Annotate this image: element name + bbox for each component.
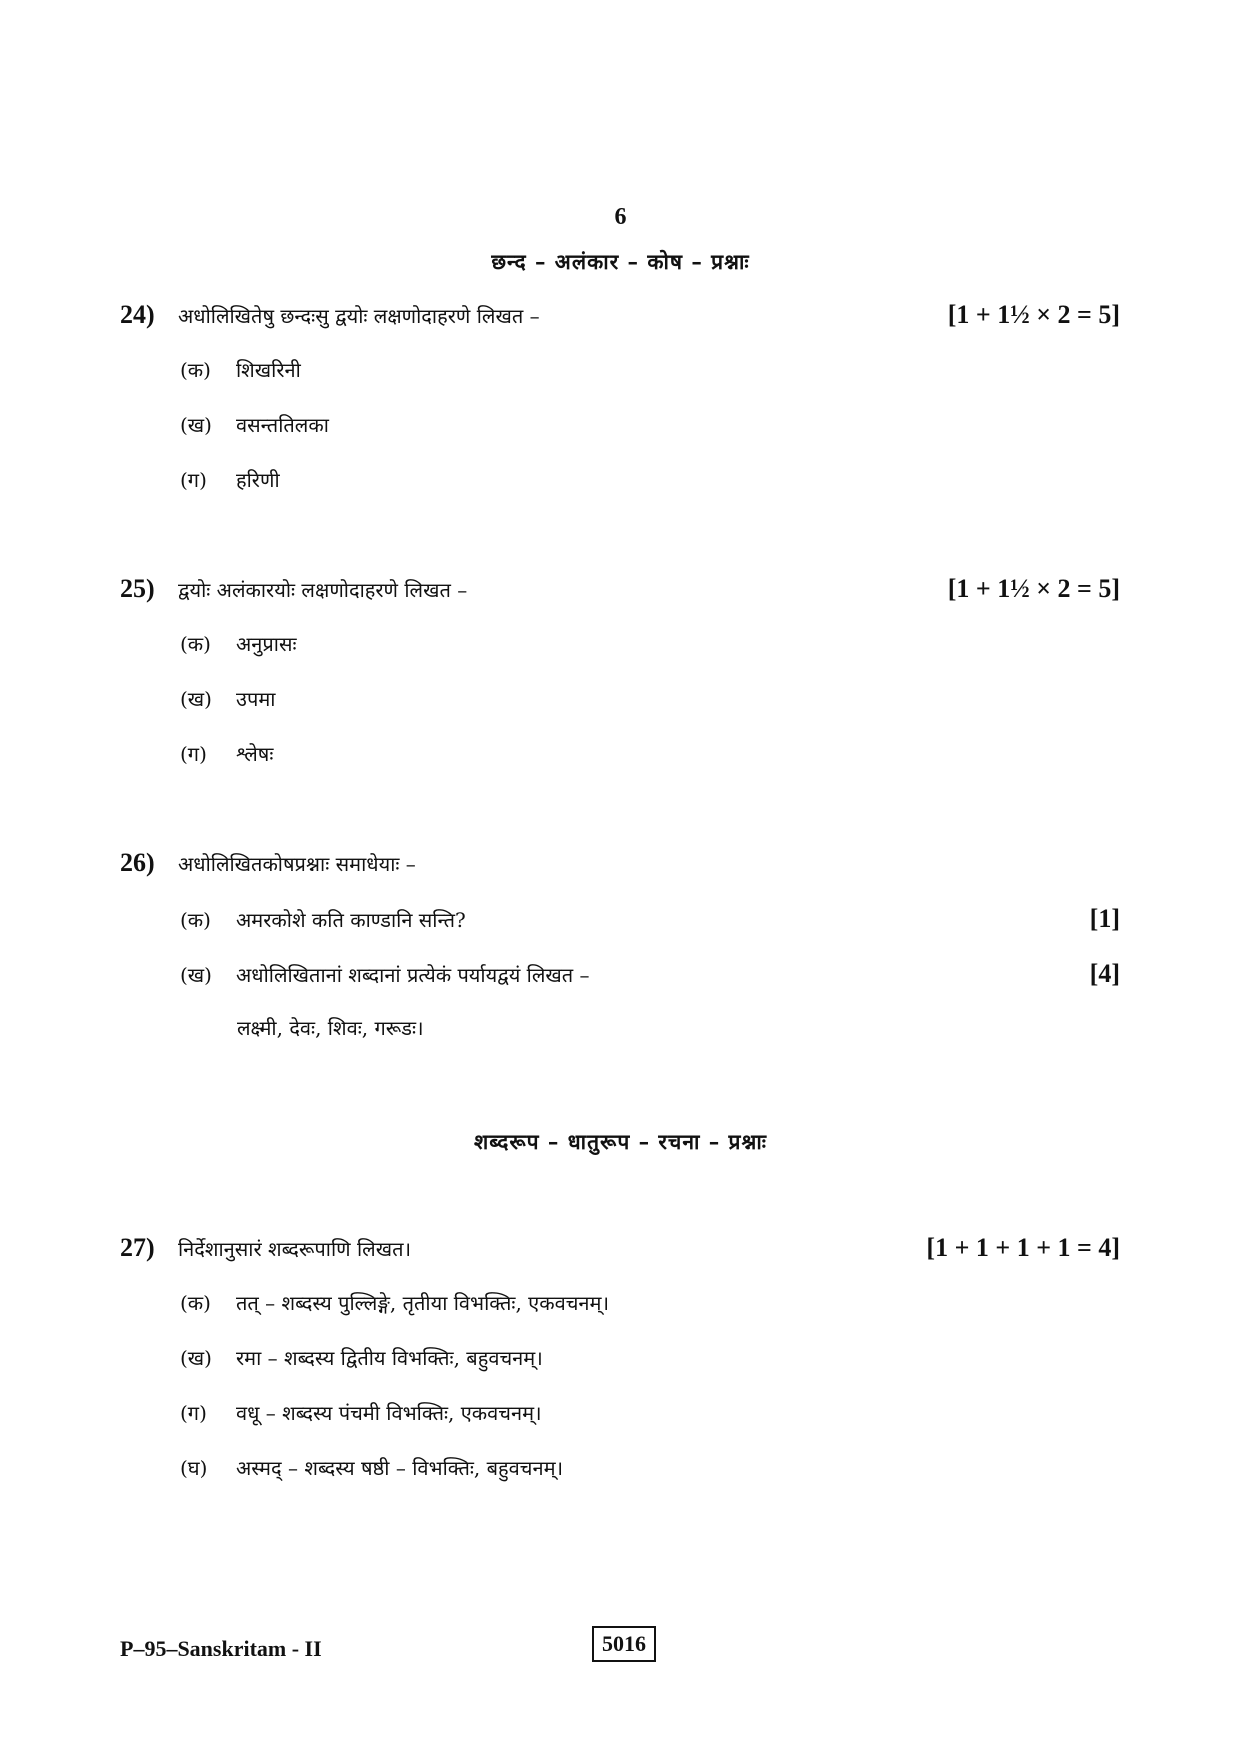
question-26 (120, 848, 1120, 878)
option-text: अधोलिखितानां शब्दानां प्रत्येकं पर्यायद्वयं लिखत – (236, 963, 590, 987)
option-label: (ख) (180, 963, 212, 987)
option-marks: [1] (1089, 904, 1120, 933)
option-label: (ख) (180, 1346, 212, 1370)
question-text: द्वयोः अलंकारयोः लक्षणोदाहरणे लिखत – (178, 578, 468, 602)
option-item (180, 740, 1120, 767)
option-marks: [4] (1089, 959, 1120, 988)
question-text: अधोलिखितेषु छन्दःसु द्वयोः लक्षणोदाहरणे लिखत – (178, 304, 540, 328)
question-number: 27) (120, 1233, 155, 1262)
page-number: 6 (614, 204, 627, 230)
question-27 (120, 1233, 1120, 1263)
question-text: अधोलिखितकोषप्रश्नाः समाधेयाः – (178, 852, 416, 876)
option-item (180, 411, 1120, 438)
option-item (180, 1289, 1120, 1316)
option-item (180, 1454, 1120, 1481)
option-label: (क) (180, 1291, 211, 1315)
option-text: हरिणी (236, 468, 280, 492)
option-item (180, 1399, 1120, 1426)
option-text: अनुप्रासः (236, 632, 297, 656)
option-item (180, 904, 1120, 934)
word-list: लक्ष्मी, देवः, शिवः, गरूडः। (237, 1016, 424, 1040)
section-heading-shabdarupa: शब्दरूप – धातुरूप – रचना – प्रश्नाः (473, 1129, 768, 1154)
question-marks: [1 + 1 + 1 + 1 = 4] (926, 1233, 1120, 1262)
option-text: वधू – शब्दस्य पंचमी विभक्तिः, एकवचनम्। (236, 1401, 542, 1425)
option-item (180, 356, 1120, 383)
option-label: (क) (180, 358, 211, 382)
question-marks: [1 + 1½ × 2 = 5] (947, 300, 1120, 329)
option-label: (ख) (180, 687, 212, 711)
option-item (180, 1344, 1120, 1371)
question-number: 26) (120, 848, 155, 877)
question-text: निर्देशानुसारं शब्दरूपाणि लिखत। (178, 1237, 412, 1261)
option-label: (ग) (180, 1401, 207, 1425)
option-text: अमरकोशे कति काण्डानि सन्ति? (236, 908, 466, 932)
option-text: तत् – शब्दस्य पुल्लिङ्गे, तृतीया विभक्तिः, एकवचनम्। (236, 1291, 610, 1315)
option-text: उपमा (236, 687, 276, 711)
option-label: (क) (180, 632, 211, 656)
question-25 (120, 574, 1120, 604)
question-24 (120, 300, 1120, 330)
option-item (180, 685, 1120, 712)
option-text: वसन्ततिलका (236, 413, 329, 437)
option-item (180, 466, 1120, 493)
question-marks: [1 + 1½ × 2 = 5] (947, 574, 1120, 603)
option-label: (घ) (180, 1456, 208, 1480)
section-heading-chhanda: छन्द – अलंकार – कोष – प्रश्नाः (491, 249, 750, 274)
question-number: 24) (120, 300, 155, 329)
question-number: 25) (120, 574, 155, 603)
option-item (180, 959, 1120, 989)
option-text: अस्मद् – शब्दस्य षष्ठी – विभक्तिः, बहुवचनम्। (236, 1456, 564, 1480)
option-text: रमा – शब्दस्य द्वितीय विभक्तिः, बहुवचनम्। (236, 1346, 543, 1370)
option-text: शिखरिनी (236, 358, 301, 382)
footer-paper-code: P–95–Sanskritam - II (120, 1636, 322, 1661)
footer-box-number: 5016 (592, 1626, 656, 1662)
option-label: (ख) (180, 413, 212, 437)
option-label: (ग) (180, 468, 207, 492)
option-item (180, 630, 1120, 657)
option-text: श्लेषः (236, 742, 274, 766)
option-label: (ग) (180, 742, 207, 766)
option-label: (क) (180, 908, 211, 932)
